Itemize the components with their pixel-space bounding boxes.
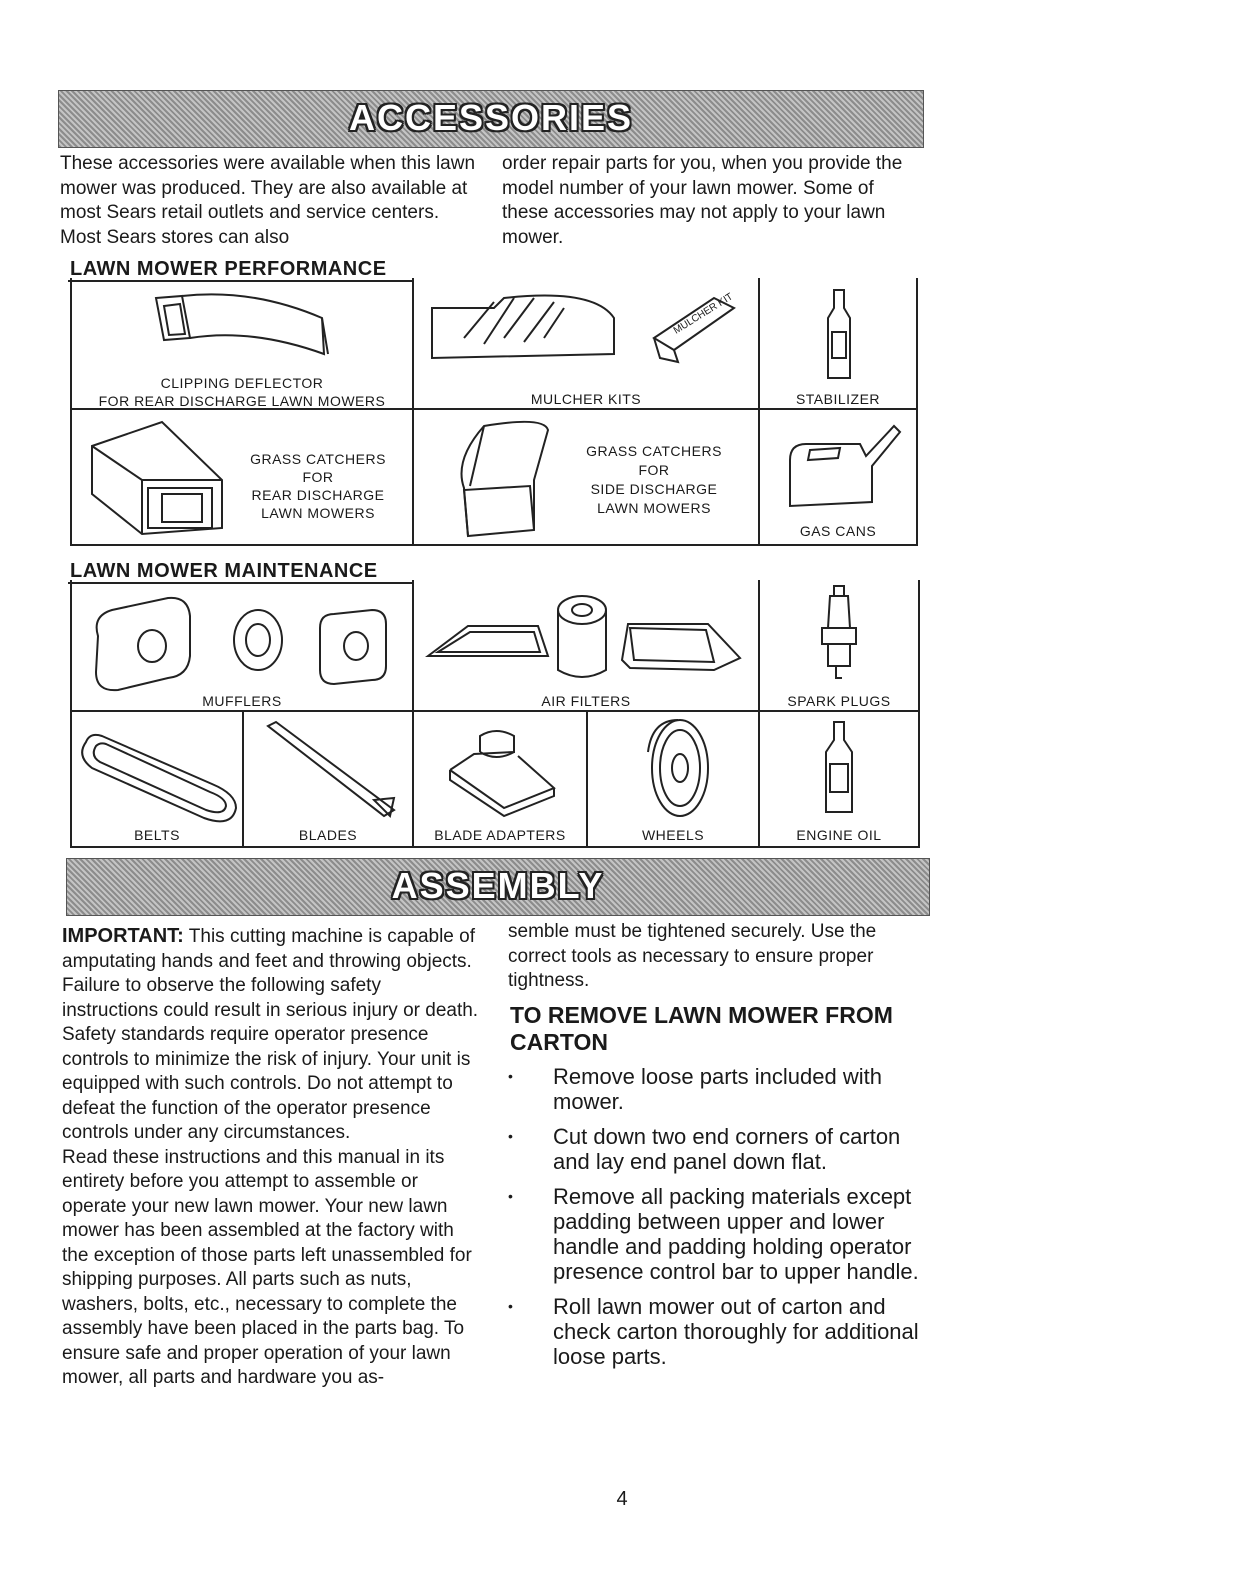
mulcher-box-text: MULCHER KIT — [671, 291, 736, 337]
important-label: IMPORTANT: — [62, 925, 184, 947]
important-paragraph: IMPORTANT: This cutting machine is capable of amputating hands and feet and throwing objects. Failure to observe the following safety instructions could result in serious injury or death. — [62, 925, 479, 1021]
instructions-paragraph: Read these instructions and this manual in its entirety before you attempt to assemble or operate your new lawn mower. Your new lawn mower has been assembled at the factory with the exception of those parts left unassembled for shipping purposes. All parts such as nuts, washers, bolts, etc., necessary to complete the assembly have been placed in the parts bag. To ensure safe and proper operation of your lawn mower, all parts and hardware you as- — [62, 1146, 472, 1388]
blade-adapters-label: BLADE ADAPTERS — [434, 827, 566, 843]
grass-catcher-rear-cell — [72, 410, 414, 546]
assembly-right-intro: semble must be tightened securely. Use the correct tools as necessary to ensure proper tightness. — [508, 921, 877, 991]
belts-label: BELTS — [134, 827, 180, 843]
bullet-icon: • — [508, 1068, 513, 1084]
blade-adapters-cell — [414, 712, 588, 848]
air-filters-label: AIR FILTERS — [541, 693, 631, 709]
bullet-item: • Remove loose parts included with mower. — [508, 1064, 882, 1114]
safety-paragraph: Safety standards require operator presence controls to minimize the risk of injury. Your unit is equipped with such controls. Do not attempt to defeat the function of the operator presence controls under any circumstances. — [62, 1024, 471, 1143]
accessories-intro-left: These accessories were available when this lawn mower was produced. They are also available at most Sears retail outlets and service centers. Most Sears stores can also — [60, 153, 476, 248]
maintenance-grid — [70, 580, 920, 848]
grass-catcher-rear-label-1: GRASS CATCHERS — [250, 451, 386, 467]
bullet-icon: • — [508, 1298, 513, 1314]
accessories-title: ACCESSORIES — [348, 97, 634, 138]
mufflers-label: MUFFLERS — [202, 693, 282, 709]
clipping-deflector-cell — [72, 278, 414, 410]
grass-catcher-side-cell — [414, 410, 760, 546]
spark-plugs-label: SPARK PLUGS — [787, 693, 891, 709]
mufflers-cell — [72, 580, 414, 712]
engine-oil-label: ENGINE OIL — [796, 827, 882, 843]
spark-plugs-cell — [760, 580, 918, 712]
grass-catcher-side-label-2: FOR — [638, 462, 670, 478]
assembly-title: ASSEMBLY — [391, 865, 605, 906]
accessories-intro-right: order repair parts for you, when you provide the model number of your lawn mower. Some of these accessories may not apply to your lawn mower. — [502, 153, 903, 248]
maintenance-heading: LAWN MOWER MAINTENANCE — [70, 560, 378, 582]
bullet-icon: • — [508, 1188, 513, 1204]
clipping-deflector-label-1: CLIPPING DEFLECTOR — [160, 375, 324, 391]
performance-grid — [70, 278, 918, 546]
stabilizer-label: STABILIZER — [795, 391, 881, 407]
accessories-banner — [58, 90, 924, 148]
bullet-item: • Remove all packing materials except padding between upper and lower handle and padding holding operator presence control bar to upper handle. — [508, 1184, 919, 1284]
bullet-item: • Cut down two end corners of carton and lay end panel down flat. — [508, 1124, 901, 1174]
assembly-banner — [66, 858, 930, 916]
grass-catcher-side-label-3: SIDE DISCHARGE — [590, 481, 718, 497]
mulcher-kits-label: MULCHER KITS — [530, 391, 642, 407]
mulcher-kits-cell — [414, 278, 760, 410]
grass-catcher-rear-label-2: FOR — [302, 469, 334, 485]
bullet-item: • Roll lawn mower out of carton and check carton thoroughly for additional loose parts. — [508, 1294, 919, 1369]
wheels-label: WHEELS — [641, 827, 705, 843]
gas-cans-label: GAS CANS — [799, 523, 877, 539]
grass-catcher-rear-label-3: REAR DISCHARGE — [251, 487, 385, 503]
blades-label: BLADES — [298, 827, 358, 843]
stabilizer-cell — [760, 278, 916, 410]
grass-catcher-rear-label-4: LAWN MOWERS — [261, 505, 375, 521]
clipping-deflector-label-2: FOR REAR DISCHARGE LAWN MOWERS — [98, 393, 386, 409]
air-filters-cell — [414, 580, 760, 712]
remove-heading: TO REMOVE LAWN MOWER FROM CARTON — [510, 1002, 893, 1055]
grass-catcher-side-label-4: LAWN MOWERS — [597, 500, 711, 516]
wheels-cell — [588, 712, 760, 848]
grass-catcher-side-label-1: GRASS CATCHERS — [586, 443, 722, 459]
page-number: 4 — [616, 1488, 628, 1510]
performance-heading: LAWN MOWER PERFORMANCE — [70, 258, 387, 280]
blades-cell — [244, 712, 414, 848]
assembly-left-column — [62, 924, 482, 1391]
gas-cans-cell — [760, 410, 916, 546]
engine-oil-cell — [760, 712, 918, 848]
belts-cell — [72, 712, 244, 848]
bullet-icon: • — [508, 1128, 513, 1144]
